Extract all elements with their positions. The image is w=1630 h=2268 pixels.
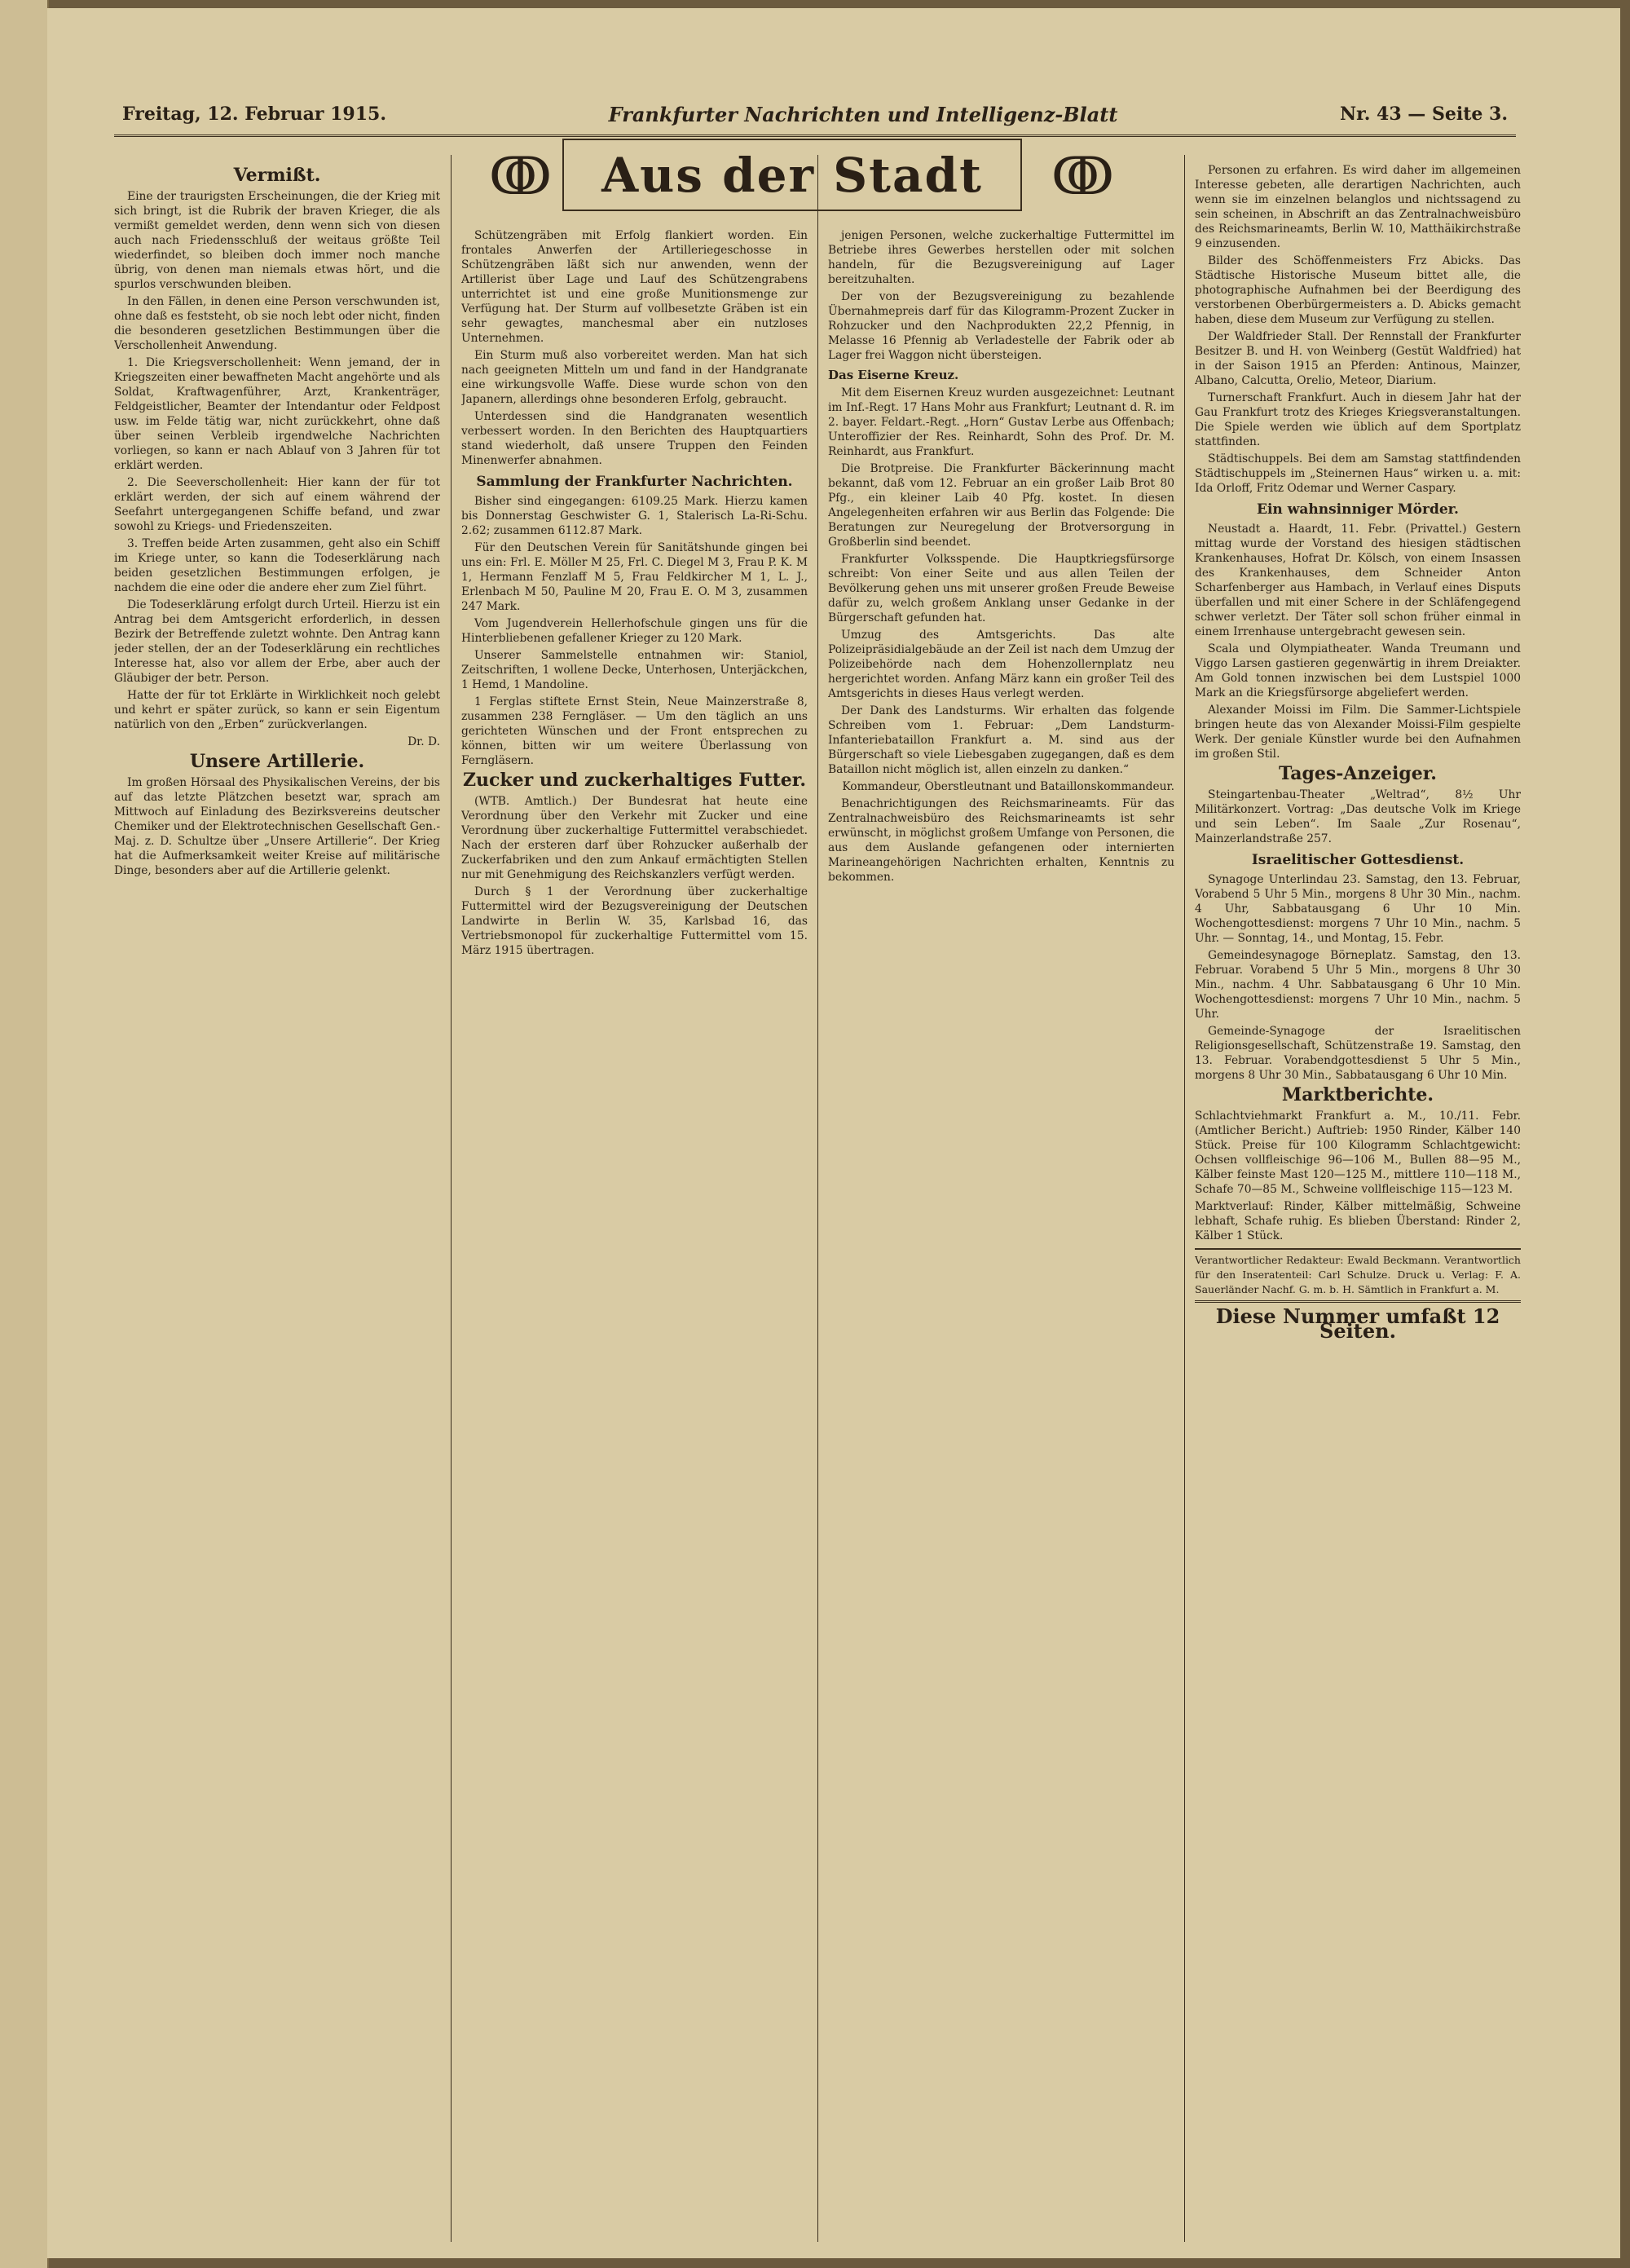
signature: Dr. D. bbox=[408, 735, 440, 748]
paragraph: Der Dank des Landsturms. Wir erhalten das folgende Schreiben vom 1. Februar: „Dem Landsturm-Infanteriebataillon Frankfurt a. M. sind aus der Bürgerschaft so viele Liebesgaben zugegangen, daß es dem Bataillon nicht möglich ist, allen einzeln zu danken.“ bbox=[828, 704, 1174, 776]
paragraph: Für den Deutschen Verein für Sanitätshunde gingen bei uns ein: Frl. E. Möller M 25, Frl. C. Diegel M 3, Frau P. K. M 1, Hermann Fenzlaff M 5, Frau Feldkircher M 1, L. J., Erlenbach M 50, Pauline M 20, Frau E. O. M 3, zusammen 247 Mark. bbox=[461, 541, 808, 613]
paragraph: Synagoge Unterlindau 23. Samstag, den 13. Februar, Vorabend 5 Uhr 5 Min., morgens 8 Uhr 30 Min., nachm. 4 Uhr, Sabbatausgang 6 Uhr 10 Min. Wochengottesdienst: morgens 7 Uhr 10 Min., nachm. 5 Uhr. — Sonntag, 14., und Montag, 15. Febr. bbox=[1195, 873, 1521, 945]
paragraph: In den Fällen, in denen eine Person verschwunden ist, ohne daß es feststeht, ob sie noch lebt oder nicht, finden die besonderen gesetzlichen Bestimmungen über die Verschollenheit Anwendung. bbox=[114, 295, 440, 352]
paragraph: Alexander Moissi im Film. Die Sammer-Lichtspiele bringen heute das von Alexander Moissi-Film gespielte Werk. Der geniale Künstler wurde bei den Aufnahmen im großen Stil. bbox=[1195, 704, 1521, 761]
paragraph: Gemeindesynagoge Börneplatz. Samstag, den 13. Februar. Vorabend 5 Uhr 5 Min., morgens 8 Uhr 30 Min., nachm. 4 Uhr. Sabbatausgang 6 Uhr 10 Min. Wochengottesdienst: morgens 7 Uhr 10 Min., nachm. 5 Uhr. bbox=[1195, 949, 1521, 1021]
imprint bbox=[1195, 1248, 1521, 1297]
paragraph: Personen zu erfahren. Es wird daher im allgemeinen Interesse gebeten, alle derartigen Nachrichten, auch wenn sie im einzelnen belanglos und nichtssagend zu sein scheinen, in Abschrift an das Zentralnachweisbüro des Reichsmarineamts, Berlin W. 10, Matthäikirchstraße 9 einzusenden. bbox=[1195, 164, 1521, 250]
headline-artillerie: Unsere Artillerie. bbox=[189, 751, 365, 772]
paragraph: Unserer Sammelstelle entnahmen wir: Staniol, Zeitschriften, 1 wollene Decke, Unterhosen, Unterjäckchen, 1 Hemd, 1 Mandoline. bbox=[461, 649, 808, 691]
paragraph: Bisher sind eingegangen: 6109.25 Mark. Hierzu kamen bis Donnerstag Geschwister G. 1, Stalerisch La-Ri-Schu. 2.62; zusammen 6112.87 Mark. bbox=[461, 495, 808, 537]
masthead-issue: Nr. 43 — Seite 3. bbox=[1340, 104, 1508, 125]
paragraph: 2. Die Seeverschollenheit: Hier kann der für tot erklärt werden, der sich auf einem während der Seefahrt untergegangenen Schiffe befand, und zwar sowohl zu Kriegs- und Friedenszeiten. bbox=[114, 476, 440, 533]
paragraph: Hatte der für tot Erklärte in Wirklichkeit noch gelebt und kehrt er später zurück, so kann er sein Eigentum natürlich von den „Erben“ zurückverlangen. bbox=[114, 689, 440, 731]
paragraph: Marktverlauf: Rinder, Kälber mittelmäßig, Schweine lebhaft, Schafe ruhig. Es blieben Überstand: Rinder 2, Kälber 1 Stück. bbox=[1195, 1200, 1521, 1242]
headline-vermisst: Vermißt. bbox=[233, 165, 321, 186]
paragraph: Steingartenbau-Theater „Weltrad“, 8½ Uhr Militärkonzert. Vortrag: „Das deutsche Volk im Kriege und sein Leben“. Im Saale „Zur Rosenau“, Mainzerlandstraße 257. bbox=[1195, 788, 1521, 845]
right-ornament-icon: ↂ bbox=[1051, 147, 1115, 207]
paragraph: Der von der Bezugsvereinigung zu bezahlende Übernahmepreis darf für das Kilogramm-Prozent Zucker in Rohzucker und den Nachprodukten 22,2 Pfennig, in Melasse 16 Pfennig ab Verladestelle der Fabrik oder ab Lager frei Waggon nicht übersteigen. bbox=[828, 290, 1174, 362]
paragraph: Frankfurter Volksspende. Die Hauptkriegsfürsorge schreibt: Von einer Seite und aus allen Teilen der Bevölkerung gehen uns mit unserer großen Freude Beweise dafür zu, welch großem Anklang unser Gedanke in der Bürgerschaft gefunden hat. bbox=[828, 553, 1174, 624]
paragraph: jenigen Personen, welche zuckerhaltige Futtermittel im Betriebe ihres Gewerbes herstellen oder mit solchen handeln, für die Bezugsvereinigung auf Lager bereitzuhalten. bbox=[828, 229, 1174, 286]
column-3 bbox=[828, 228, 1174, 2242]
paragraph: Neustadt a. Haardt, 11. Febr. (Privattel.) Gestern mittag wurde der Vorstand des hiesigen städtischen Krankenhauses, Hofrat Dr. Kölsch, von einem Insassen des Krankenhauses, dem Schneider Anton Scharfenberger aus Hambach, in Verlauf eines Disputs überfallen und mit einer Schere in der Schläfengegend schwer verletzt. Der Täter soll schon früher einmal in einem Irrenhause untergebracht gewesen sein. bbox=[1195, 523, 1521, 638]
paragraph: Städtischuppels. Bei dem am Samstag stattfindenden Städtischuppels im „Steinernen Haus“ wirken u. a. mit: Ida Orloff, Fritz Odemar und Werner Caspary. bbox=[1195, 452, 1521, 495]
column-separator bbox=[817, 155, 818, 2242]
paragraph: Umzug des Amtsgerichts. Das alte Polizeipräsidialgebäude an der Zeil ist nach dem Umzug der Polizeibehörde nach dem Hohenzollernplatz neu hergerichtet worden. Anfang März kann ein großer Teil des Amtsgerichts in dieses Haus verlegt werden. bbox=[828, 629, 1174, 700]
paragraph: Unterdessen sind die Handgranaten wesentlich verbessert worden. In den Berichten des Hauptquartiers stand wiederholt, daß unsere Truppen den Feinden Minenwerfer abnahmen. bbox=[461, 410, 808, 467]
masthead-rule bbox=[114, 135, 1516, 137]
paragraph: (WTB. Amtlich.) Der Bundesrat hat heute eine Verordnung über den Verkehr mit Zucker und eine Verordnung über zuckerhaltige Futtermittel verabschiedet. Nach der ersteren darf über Rohzucker außerhalb der Zuckerfabriken und den zum Ankauf ermächtigten Stellen nur mit Genehmigung des Reichskanzlers verfügt werden. bbox=[461, 795, 808, 881]
imprint-text: Verantwortlicher Redakteur: Ewald Beckmann. Verantwortlich für den Inseratenteil: Carl Schulze. Druck u. Verlag: F. A. Sauerländer Nachf. G. m. b. H. Sämtlich in Frankfurt a. M. bbox=[1195, 1254, 1521, 1295]
paragraph: Die Brotpreise. Die Frankfurter Bäckerinnung macht bekannt, daß vom 12. Februar an ein großer Laib Brot 80 Pfg., ein kleiner Laib 40 Pfg. kostet. In diesen Angelegenheiten erfahren wir aus Berlin das Folgende: Die Beratungen zur Neuregelung der Brotversorgung in Großberlin sind beendet. bbox=[828, 462, 1174, 549]
headline-moerder: Ein wahnsinniger Mörder. bbox=[1257, 501, 1459, 518]
paragraph: Schützengräben mit Erfolg flankiert worden. Ein frontales Anwerfen der Artilleriegeschosse in Schützengräben läßt sich nur anwenden, wenn der Artillerist über Lage und Lauf des Schützengrabens unterrichtet ist und eine große Munitionsmenge zur Verfügung hat. Der Sturm auf vollbesetzte Gräben ist ein sehr gewagtes, manchesmal aber ein nutzloses Unternehmen. bbox=[461, 229, 808, 345]
headline-gottesdienst: Israelitischer Gottesdienst. bbox=[1251, 852, 1465, 868]
section-title: Aus der Stadt bbox=[562, 139, 1022, 211]
column-separator bbox=[1184, 155, 1185, 2242]
headline-kreuz: Das Eiserne Kreuz. bbox=[828, 368, 959, 382]
paragraph: 1 Ferglas stiftete Ernst Stein, Neue Mainzerstraße 8, zusammen 238 Ferngläser. — Um den täglich an uns gerichteten Wünschen und der Front entsprechen zu können, bitten wir um weitere Überlassung von Ferngläsern. bbox=[461, 695, 808, 767]
closing-rule bbox=[1195, 1300, 1521, 1303]
paragraph: Bilder des Schöffenmeisters Frz Abicks. Das Städtische Historische Museum bittet alle, die photographische Aufnahmen bei der Beerdigung des verstorbenen Oberbürgermeisters a. D. Abicks gemacht haben, diese dem Museum zur Verfügung zu stellen. bbox=[1195, 254, 1521, 326]
headline-sammlung: Sammlung der Frankfurter Nachrichten. bbox=[476, 474, 793, 490]
column-2 bbox=[461, 228, 808, 2242]
adjacent-page-edge bbox=[0, 0, 49, 2268]
masthead bbox=[122, 98, 1508, 130]
paragraph: Scala und Olympiatheater. Wanda Treumann und Viggo Larsen gastieren gegenwärtig in ihrem Dreiakter. Am Gold tonnen inzwischen bei dem Lustspiel 1000 Mark an die Kriegsfürsorge abgeliefert werden. bbox=[1195, 642, 1521, 699]
page-count-note: Diese Nummer umfaßt 12 Seiten. bbox=[1215, 1304, 1500, 1343]
column-separator bbox=[451, 155, 452, 2242]
headline-tages-anzeiger: Tages-Anzeiger. bbox=[1279, 763, 1437, 784]
column-1 bbox=[114, 163, 440, 2250]
left-ornament-icon: ↂ bbox=[489, 147, 553, 207]
headline-marktberichte: Marktberichte. bbox=[1281, 1084, 1434, 1105]
paragraph: Im großen Hörsaal des Physikalischen Vereins, der bis auf das letzte Plätzchen besetzt war, sprach am Mittwoch auf Einladung des Bezirksvereins deutscher Chemiker und der Elektrotechnischen Gesellschaft Gen.-Maj. z. D. Schultze über „Unsere Artillerie“. Der Krieg hat die Aufmerksamkeit weiter Kreise auf militärische Dinge, besonders aber auf die Artillerie gelenkt. bbox=[114, 776, 440, 877]
paragraph: 3. Treffen beide Arten zusammen, geht also ein Schiff im Kriege unter, so kann die Todeserklärung nach beiden gesetzlichen Bestimmungen erfolgen, je nachdem die eine oder die andere eher zum Ziel führt. bbox=[114, 537, 440, 594]
market-report bbox=[1195, 1109, 1521, 1243]
signature: Kommandeur, Oberstleutnant und Bataillonskommandeur. bbox=[842, 780, 1174, 793]
paragraph: Benachrichtigungen des Reichsmarineamts. Für das Zentralnachweisbüro des Reichsmarineamts ist sehr erwünscht, in möglichst großem Umfange von Personen, die aus dem Auslande gefangenen oder internierten Marineangehörigen Nachrichten erhalten, Kenntnis zu bekommen. bbox=[828, 797, 1174, 884]
paragraph: Durch § 1 der Verordnung über zuckerhaltige Futtermittel wird der Bezugsvereinigung der Deutschen Landwirte in Berlin W. 35, Karlsbad 16, das Vertriebsmonopol für zuckerhaltige Futtermittel vom 15. März 1915 übertragen. bbox=[461, 885, 808, 957]
column-4 bbox=[1195, 163, 1521, 2250]
paragraph: Ein Sturm muß also vorbereitet werden. Man hat sich nach geeigneten Mitteln um und fand in der Handgranate eine wirkungsvolle Waffe. Diese wurde schon von den Japanern, allerdings ohne besonderen Erfolg, gebraucht. bbox=[461, 349, 808, 406]
paragraph: Mit dem Eisernen Kreuz wurden ausgezeichnet: Leutnant im Inf.-Regt. 17 Hans Mohr aus Frankfurt; Leutnant d. R. im 2. bayer. Feldart.-Regt. „Horn“ Gustav Lerbe aus Offenbach; Unteroffizier der Res. Reinhardt, Sohn des Prof. Dr. M. Reinhardt, aus Frankfurt. bbox=[828, 386, 1174, 458]
paragraph: Die Todeserklärung erfolgt durch Urteil. Hierzu ist ein Antrag bei dem Amtsgericht erforderlich, in dessen Bezirk der Betreffende zuletzt wohnte. Den Antrag kann jeder stellen, der an der Todeserklärung ein rechtliches Interesse hat, also vor allem der Erbe, aber auch der Gläubiger der betr. Person. bbox=[114, 598, 440, 685]
paragraph: Der Waldfrieder Stall. Der Rennstall der Frankfurter Besitzer B. und H. von Weinberg (Gestüt Waldfried) hat in der Saison 1915 an Pferden: Antinous, Mainzer, Albano, Calcutta, Orelio, Meteor, Diarium. bbox=[1195, 330, 1521, 387]
paragraph: Eine der traurigsten Erscheinungen, die der Krieg mit sich bringt, ist die Rubrik der braven Krieger, die als vermißt gemeldet werden, denn wenn sich von diesen auch nach Friedensschluß der weitaus größte Teil wiederfindet, so bleiben doch immer noch manche übrig, von denen man niemals etwas hört, und die spurlos verschwunden bleiben. bbox=[114, 190, 440, 291]
paragraph: Vom Jugendverein Hellerhofschule gingen uns für die Hinterbliebenen gefallener Krieger zu 120 Mark. bbox=[461, 617, 808, 645]
paragraph: Gemeinde-Synagoge der Israelitischen Religionsgesellschaft, Schützenstraße 19. Samstag, den 13. Februar. Vorabendgottesdienst 5 Uhr 5 Min., morgens 8 Uhr 30 Min., Sabbatausgang 6 Uhr 10 Min. bbox=[1195, 1025, 1521, 1082]
paragraph: Schlachtviehmarkt Frankfurt a. M., 10./11. Febr. (Amtlicher Bericht.) Auftrieb: 1950 Rinder, Kälber 140 Stück. Preise für 100 Kilogramm Schlachtgewicht: Ochsen vollfleischige 96—106 M., Bullen 88—95 M., Kälber feinste Mast 120—125 M., mittlere 110—118 M., Schafe 70—85 M., Schweine vollfleischige 115—123 M. bbox=[1195, 1110, 1521, 1196]
masthead-date: Freitag, 12. Februar 1915. bbox=[122, 104, 387, 125]
headline-zucker: Zucker und zuckerhaltiges Futter. bbox=[462, 770, 807, 791]
paragraph: 1. Die Kriegsverschollenheit: Wenn jemand, der in Kriegszeiten einer bewaffneten Macht angehörte und als Soldat, Kraftwagenführer, Arzt, Krankenträger, Feldgeistlicher, Beamter der Intendantur oder Feldpost usw. im Felde tätig war, nicht zurückkehrt, ohne daß über seinen Verbleib irgendwelche Nachrichten vorliegen, so kann er nach Ablauf von 3 Jahren für tot erklärt werden. bbox=[114, 356, 440, 472]
paragraph: Turnerschaft Frankfurt. Auch in diesem Jahr hat der Gau Frankfurt trotz des Krieges Kriegsveranstaltungen. Die Spiele werden wie üblich auf dem Sportplatz stattfinden. bbox=[1195, 391, 1521, 448]
masthead-paper-title: Frankfurter Nachrichten und Intelligenz-Blatt bbox=[608, 102, 1118, 126]
